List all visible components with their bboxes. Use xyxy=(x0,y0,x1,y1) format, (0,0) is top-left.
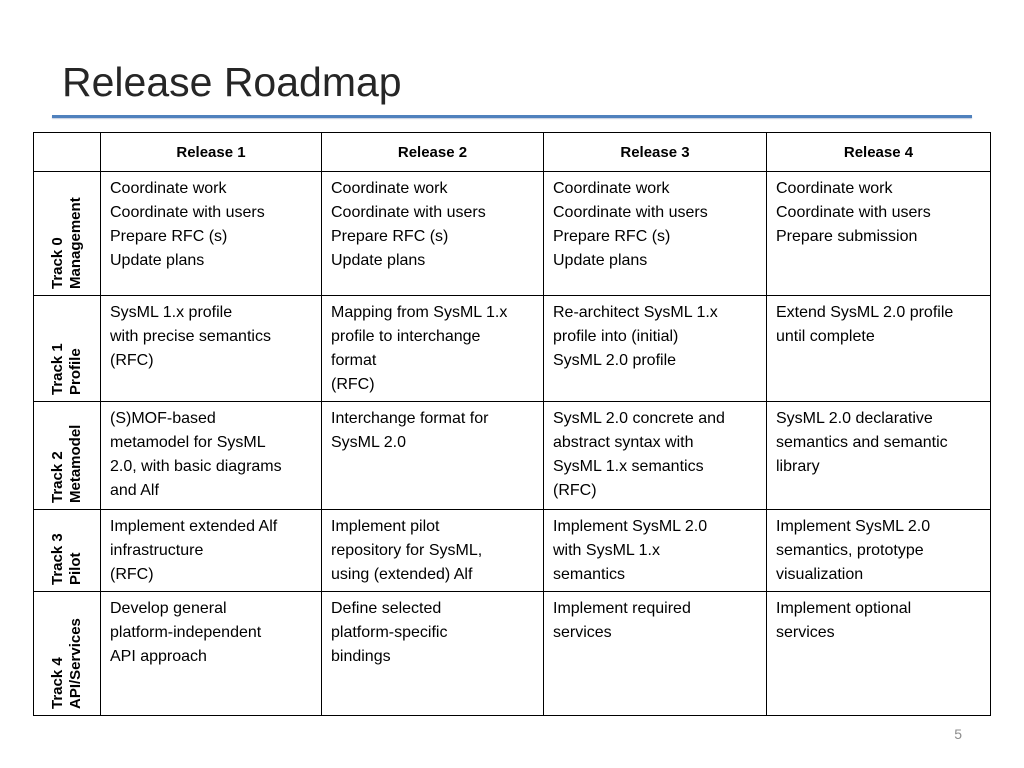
roadmap-cell xyxy=(101,296,322,402)
cell-line: Implement required xyxy=(553,600,691,617)
cell-line: (S)MOF-based xyxy=(110,410,216,427)
cell-line: Implement SysML 2.0 xyxy=(553,518,708,535)
header-row xyxy=(34,133,991,172)
release-header: Release 4 xyxy=(767,133,991,172)
cell-text xyxy=(544,172,766,277)
cell-line: Coordinate with users xyxy=(553,204,708,221)
cell-text xyxy=(101,510,321,591)
cell-line: Interchange format for xyxy=(331,410,489,427)
track-name: API/Services xyxy=(67,618,84,709)
cell-text xyxy=(322,172,543,277)
cell-line: metamodel for SysML xyxy=(110,434,266,451)
roadmap-cell xyxy=(322,172,544,296)
roadmap-cell xyxy=(322,592,544,716)
roadmap-cell xyxy=(544,592,767,716)
cell-line: Coordinate with users xyxy=(331,204,486,221)
cell-line: services xyxy=(553,624,612,641)
cell-line: Define selected xyxy=(331,600,442,617)
cell-text xyxy=(101,172,321,277)
track-label xyxy=(49,618,85,709)
cell-line: Coordinate work xyxy=(776,180,893,197)
roadmap-cell xyxy=(101,592,322,716)
track-name: Pilot xyxy=(67,552,84,585)
cell-line: SysML 2.0 profile xyxy=(553,352,677,369)
cell-line: with SysML 1.x xyxy=(553,542,660,559)
corner-cell xyxy=(34,133,101,172)
roadmap-cell xyxy=(767,172,991,296)
cell-line: (RFC) xyxy=(110,566,154,583)
cell-text xyxy=(767,296,990,353)
cell-line: repository for SysML, xyxy=(331,542,483,559)
cell-text xyxy=(544,510,766,591)
cell-line: API approach xyxy=(110,648,207,665)
track-label xyxy=(49,197,85,289)
roadmap-table xyxy=(33,132,991,716)
cell-text xyxy=(544,402,766,507)
track-row xyxy=(34,510,991,592)
page-title: Release Roadmap xyxy=(62,59,402,105)
roadmap-cell xyxy=(767,402,991,510)
track-row xyxy=(34,402,991,510)
track-label-cell xyxy=(34,592,101,716)
cell-line: Prepare submission xyxy=(776,228,918,245)
roadmap-cell xyxy=(544,172,767,296)
cell-text xyxy=(767,592,990,649)
cell-line: Implement extended Alf xyxy=(110,518,278,535)
cell-text xyxy=(101,592,321,673)
cell-line: Mapping from SysML 1.x xyxy=(331,304,508,321)
track-label xyxy=(49,533,85,585)
cell-line: profile into (initial) xyxy=(553,328,679,345)
cell-line: Update plans xyxy=(553,252,648,269)
cell-text xyxy=(544,296,766,377)
roadmap-cell xyxy=(322,402,544,510)
cell-line: Develop general xyxy=(110,600,227,617)
cell-line: Coordinate with users xyxy=(110,204,265,221)
track-number: Track 1 xyxy=(49,343,66,395)
track-row xyxy=(34,592,991,716)
cell-line: SysML 1.x semantics xyxy=(553,458,704,475)
cell-line: library xyxy=(776,458,820,475)
cell-line: Coordinate with users xyxy=(776,204,931,221)
roadmap-cell xyxy=(101,172,322,296)
cell-line: bindings xyxy=(331,648,391,665)
cell-line: until complete xyxy=(776,328,875,345)
roadmap-cell xyxy=(101,510,322,592)
roadmap-cell xyxy=(767,510,991,592)
cell-text xyxy=(767,510,990,591)
cell-line: Extend SysML 2.0 profile xyxy=(776,304,954,321)
track-label xyxy=(49,425,85,503)
release-header: Release 2 xyxy=(322,133,544,172)
cell-line: semantics and semantic xyxy=(776,434,948,451)
cell-line: Prepare RFC (s) xyxy=(110,228,228,245)
track-label-cell xyxy=(34,402,101,510)
roadmap-cell xyxy=(544,402,767,510)
track-number: Track 3 xyxy=(49,533,66,585)
cell-line: (RFC) xyxy=(110,352,154,369)
cell-text xyxy=(101,402,321,507)
cell-line: Coordinate work xyxy=(110,180,227,197)
cell-line: and Alf xyxy=(110,482,159,499)
track-number: Track 4 xyxy=(49,657,66,709)
title-underline xyxy=(52,115,972,118)
track-row xyxy=(34,296,991,402)
cell-text xyxy=(322,296,543,401)
cell-line: format xyxy=(331,352,377,369)
cell-line: platform-specific xyxy=(331,624,448,641)
track-name: Metamodel xyxy=(67,424,84,503)
roadmap-cell xyxy=(767,592,991,716)
release-header: Release 3 xyxy=(544,133,767,172)
track-label-cell xyxy=(34,172,101,296)
track-number: Track 0 xyxy=(49,237,66,289)
cell-line: Coordinate work xyxy=(553,180,670,197)
cell-line: services xyxy=(776,624,835,641)
roadmap-cell xyxy=(544,510,767,592)
cell-line: visualization xyxy=(776,566,864,583)
cell-line: SysML 2.0 xyxy=(331,434,406,451)
cell-line: Update plans xyxy=(331,252,426,269)
cell-line: using (extended) Alf xyxy=(331,566,473,583)
roadmap-cell xyxy=(322,510,544,592)
cell-text xyxy=(322,402,543,459)
cell-line: Implement optional xyxy=(776,600,912,617)
track-name: Profile xyxy=(67,348,84,395)
roadmap-cell xyxy=(322,296,544,402)
cell-line: semantics xyxy=(553,566,626,583)
cell-line: platform-independent xyxy=(110,624,262,641)
cell-line: Prepare RFC (s) xyxy=(331,228,449,245)
cell-line: with precise semantics xyxy=(110,328,271,345)
track-label-cell xyxy=(34,510,101,592)
cell-line: (RFC) xyxy=(553,482,597,499)
cell-text xyxy=(322,592,543,673)
cell-line: SysML 2.0 concrete and xyxy=(553,410,725,427)
cell-line: SysML 2.0 declarative xyxy=(776,410,933,427)
cell-text xyxy=(322,510,543,591)
track-row xyxy=(34,172,991,296)
cell-text xyxy=(544,592,766,649)
cell-line: 2.0, with basic diagrams xyxy=(110,458,282,475)
cell-text xyxy=(101,296,321,377)
cell-line: Re-architect SysML 1.x xyxy=(553,304,718,321)
cell-line: Implement pilot xyxy=(331,518,440,535)
track-number: Track 2 xyxy=(49,451,66,503)
release-header: Release 1 xyxy=(101,133,322,172)
track-label-cell xyxy=(34,296,101,402)
page-number: 5 xyxy=(954,726,962,742)
cell-line: profile to interchange xyxy=(331,328,481,345)
cell-line: Coordinate work xyxy=(331,180,448,197)
cell-line: infrastructure xyxy=(110,542,204,559)
roadmap-cell xyxy=(101,402,322,510)
roadmap-cell xyxy=(767,296,991,402)
cell-line: semantics, prototype xyxy=(776,542,924,559)
cell-line: SysML 1.x profile xyxy=(110,304,233,321)
cell-line: Prepare RFC (s) xyxy=(553,228,671,245)
roadmap-cell xyxy=(544,296,767,402)
cell-text xyxy=(767,172,990,253)
cell-line: (RFC) xyxy=(331,376,375,393)
cell-text xyxy=(767,402,990,483)
cell-line: abstract syntax with xyxy=(553,434,694,451)
track-name: Management xyxy=(67,197,84,289)
cell-line: Update plans xyxy=(110,252,205,269)
cell-line: Implement SysML 2.0 xyxy=(776,518,931,535)
track-label xyxy=(49,343,85,395)
